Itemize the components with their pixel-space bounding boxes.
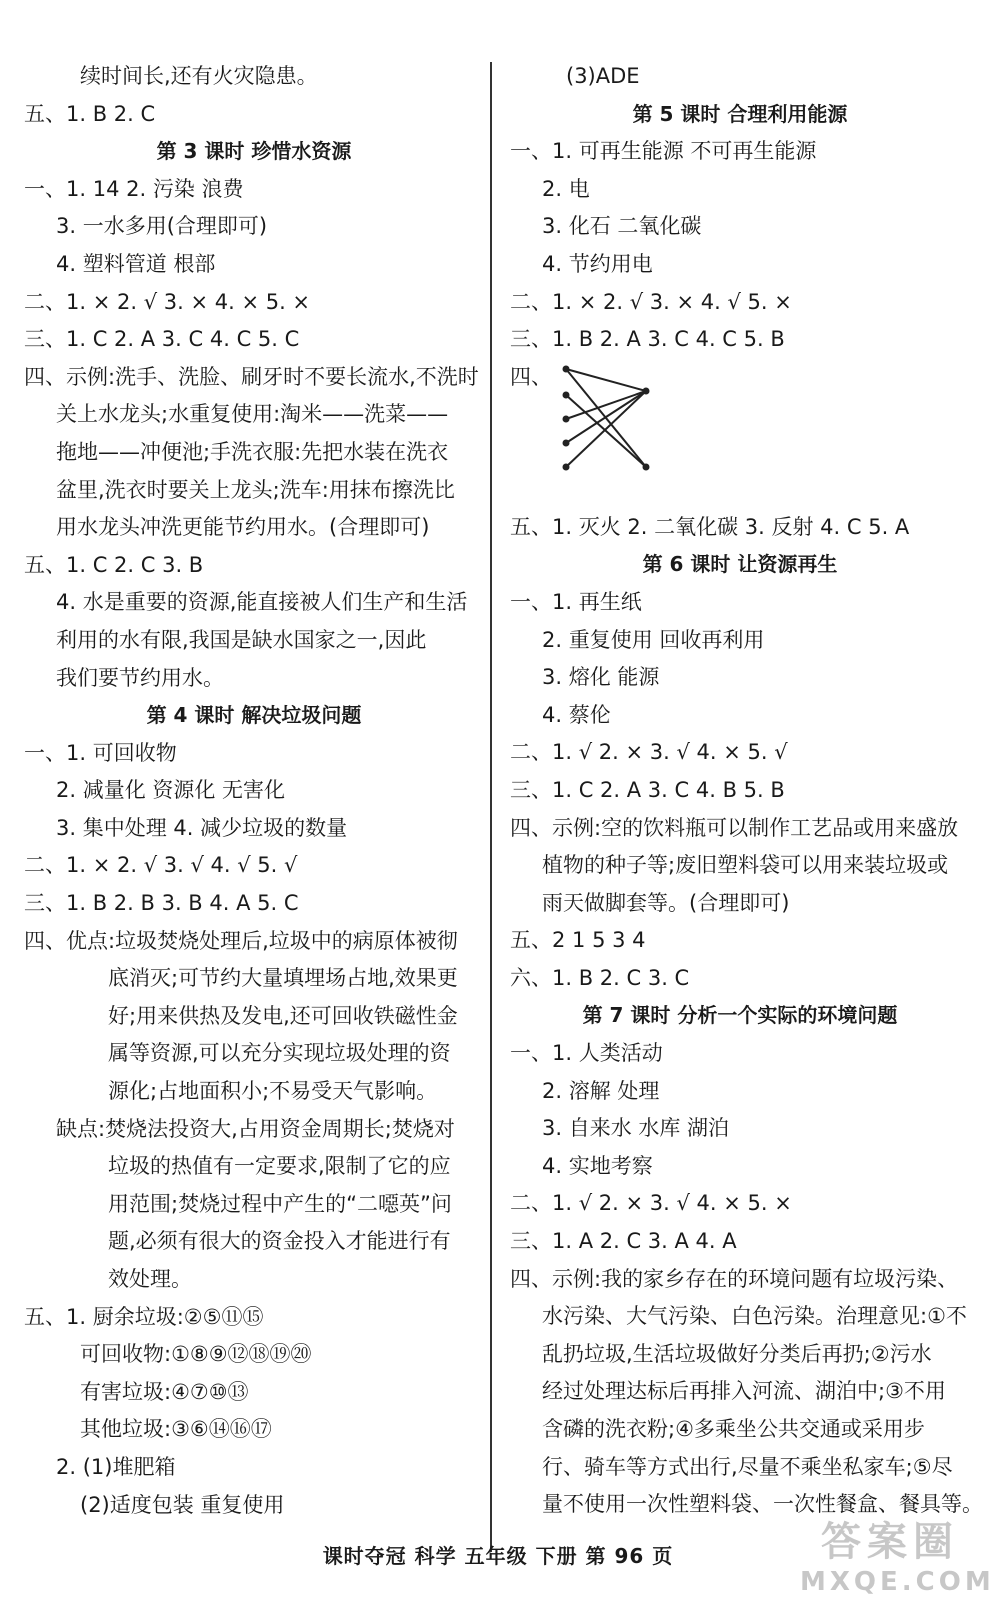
- answer-line: 缺点:焚烧法投资大,占用资金周期长;焚烧对: [56, 1116, 455, 1141]
- answer-line: 五、1. 灭火 2. 二氧化碳 3. 反射 4. C 5. A: [510, 514, 910, 539]
- answer-line: 4. 蔡伦: [542, 702, 611, 727]
- answer-line: 拖地——冲便池;手洗衣服:先把水装在洗衣: [56, 439, 449, 464]
- answer-line: 五、2 1 5 3 4: [510, 928, 646, 953]
- matching-diagram: [510, 359, 970, 509]
- lesson-heading: 第 3 课时 珍惜水资源: [156, 139, 352, 164]
- answer-line: 四、示例:洗手、洗脸、刷牙时不要长流水,不洗时: [24, 364, 479, 389]
- answer-line: 量不使用一次性塑料袋、一次性餐盒、餐具等。: [542, 1492, 983, 1517]
- answer-line: 二、1. × 2. √ 3. × 4. × 5. ×: [24, 289, 311, 314]
- answer-line: 底消灭;可节约大量填埋场占地,效果更: [108, 966, 458, 991]
- answer-line: 三、1. B 2. B 3. B 4. A 5. C: [24, 891, 299, 916]
- answer-line: 二、1. √ 2. × 3. √ 4. × 5. √: [510, 740, 788, 765]
- answer-line: 乱扔垃圾,生活垃圾做好分类后再扔;②污水: [542, 1341, 932, 1366]
- answer-line: 三、1. C 2. A 3. C 4. B 5. B: [510, 777, 785, 802]
- page-footer: 课时夺冠 科学 五年级 下册 第 96 页: [322, 1544, 674, 1568]
- right-column: [510, 58, 983, 1524]
- answer-line: 植物的种子等;废旧塑料袋可以用来装垃圾或: [542, 853, 949, 878]
- answer-line: (2)适度包装 重复使用: [80, 1492, 285, 1517]
- watermark-bottom-text: MXQE.COM: [800, 1567, 995, 1597]
- matching-lines-graphic: [550, 359, 670, 509]
- diagram-label: 四、: [510, 364, 552, 389]
- answer-line: 用水龙头冲洗更能节约用水。(合理即可): [56, 515, 430, 540]
- answer-line: 3. 集中处理 4. 减少垃圾的数量: [56, 815, 348, 840]
- answer-line: 3. 熔化 能源: [542, 665, 660, 690]
- answer-line: 一、1. 再生纸: [510, 589, 642, 614]
- answer-line: 2. (1)堆肥箱: [56, 1454, 176, 1479]
- answer-line: 水污染、大气污染、白色污染。治理意见:①不: [542, 1304, 967, 1329]
- right-top-block: [510, 58, 970, 359]
- answer-line: 属等资源,可以充分实现垃圾处理的资: [108, 1041, 451, 1066]
- answer-line: 我们要节约用水。: [56, 665, 224, 690]
- answer-line: 三、1. B 2. A 3. C 4. C 5. B: [510, 327, 785, 352]
- lesson-heading: 第 5 课时 合理利用能源: [632, 101, 848, 126]
- answer-line: 二、1. × 2. √ 3. √ 4. √ 5. √: [24, 853, 298, 878]
- answer-line: 利用的水有限,我国是缺水国家之一,因此: [56, 627, 427, 652]
- answer-line: 4. 塑料管道 根部: [56, 251, 216, 276]
- answer-line: 四、示例:我的家乡存在的环境问题有垃圾污染、: [510, 1266, 959, 1291]
- answer-line: 一、1. 14 2. 污染 浪费: [24, 176, 244, 201]
- watermark-logo: [800, 1510, 995, 1597]
- answer-line: 三、1. A 2. C 3. A 4. A: [510, 1229, 737, 1254]
- answer-line: 四、示例:空的饮料瓶可以制作工艺品或用来盛放: [510, 815, 959, 840]
- answer-line: 三、1. C 2. A 3. C 4. C 5. C: [24, 327, 300, 352]
- answer-line: 可回收物:①⑧⑨⑫⑱⑲⑳: [80, 1342, 312, 1367]
- answer-line: 2. 重复使用 回收再利用: [542, 627, 765, 652]
- answer-line: 二、1. √ 2. × 3. √ 4. × 5. ×: [510, 1191, 792, 1216]
- right-bottom-block: [510, 509, 983, 1524]
- column-divider: [490, 62, 492, 1552]
- answer-line: 3. 化石 二氧化碳: [542, 214, 702, 239]
- answer-line: 五、1. B 2. C: [24, 101, 156, 126]
- answer-line: 二、1. × 2. √ 3. × 4. √ 5. ×: [510, 289, 792, 314]
- answer-line: 一、1. 人类活动: [510, 1041, 663, 1066]
- answer-line: 题,必须有很大的资金投入才能进行有: [108, 1229, 451, 1254]
- answer-line: 4. 节约用电: [542, 251, 653, 276]
- answer-line: (3)ADE: [566, 64, 640, 88]
- answer-line: 好;用来供热及发电,还可回收铁磁性金: [108, 1003, 458, 1028]
- answer-line: 3. 自来水 水库 湖泊: [542, 1116, 730, 1141]
- answer-line: 行、骑车等方式出行,尽量不乘坐私家车;⑤尽: [542, 1454, 953, 1479]
- left-column: [24, 58, 484, 1524]
- answer-line: 有害垃圾:④⑦⑩⑬: [80, 1379, 249, 1404]
- answer-line: 四、优点:垃圾焚烧处理后,垃圾中的病原体被彻: [24, 928, 458, 953]
- answer-line: 续时间长,还有火灾隐患。: [80, 64, 318, 88]
- answer-line: 六、1. B 2. C 3. C: [510, 965, 690, 990]
- answer-line: 用范围;焚烧过程中产生的“二噁英”问: [108, 1191, 452, 1216]
- answer-line: 效处理。: [108, 1267, 192, 1291]
- lesson-heading: 第 6 课时 让资源再生: [642, 552, 838, 577]
- answer-line: 2. 减量化 资源化 无害化: [56, 778, 286, 803]
- answer-line: 3. 一水多用(合理即可): [56, 214, 268, 239]
- answer-line: 4. 水是重要的资源,能直接被人们生产和生活: [56, 590, 468, 615]
- answer-line: 五、1. 厨余垃圾:②⑤⑪⑮: [24, 1304, 264, 1329]
- lesson-heading: 第 4 课时 解决垃圾问题: [146, 703, 362, 728]
- answer-line: 盆里,洗衣时要关上龙头;洗车:用抹布擦洗比: [56, 477, 455, 502]
- answer-line: 源化;占地面积小;不易受天气影响。: [108, 1079, 438, 1104]
- answer-line: 经过处理达标后再排入河流、湖泊中;③不用: [542, 1379, 946, 1404]
- answer-line: 含磷的洗衣粉;④多乘坐公共交通或采用步: [542, 1417, 925, 1441]
- answer-line: 关上水龙头;水重复使用:淘米——洗菜——: [56, 402, 449, 427]
- answer-line: 2. 溶解 处理: [542, 1078, 660, 1103]
- answer-line: 其他垃圾:③⑥⑭⑯⑰: [80, 1417, 272, 1442]
- answer-line: 2. 电: [542, 176, 590, 201]
- answer-line: 一、1. 可回收物: [24, 740, 177, 765]
- lesson-heading: 第 7 课时 分析一个实际的环境问题: [582, 1003, 898, 1028]
- answer-line: 一、1. 可再生能源 不可再生能源: [510, 139, 817, 164]
- answer-line: 雨天做脚套等。(合理即可): [542, 890, 790, 915]
- answer-line: 垃圾的热值有一定要求,限制了它的应: [108, 1154, 451, 1179]
- answer-line: 五、1. C 2. C 3. B: [24, 552, 204, 577]
- watermark-top-text: 答案圈: [821, 1519, 959, 1565]
- answer-line: 4. 实地考察: [542, 1153, 653, 1178]
